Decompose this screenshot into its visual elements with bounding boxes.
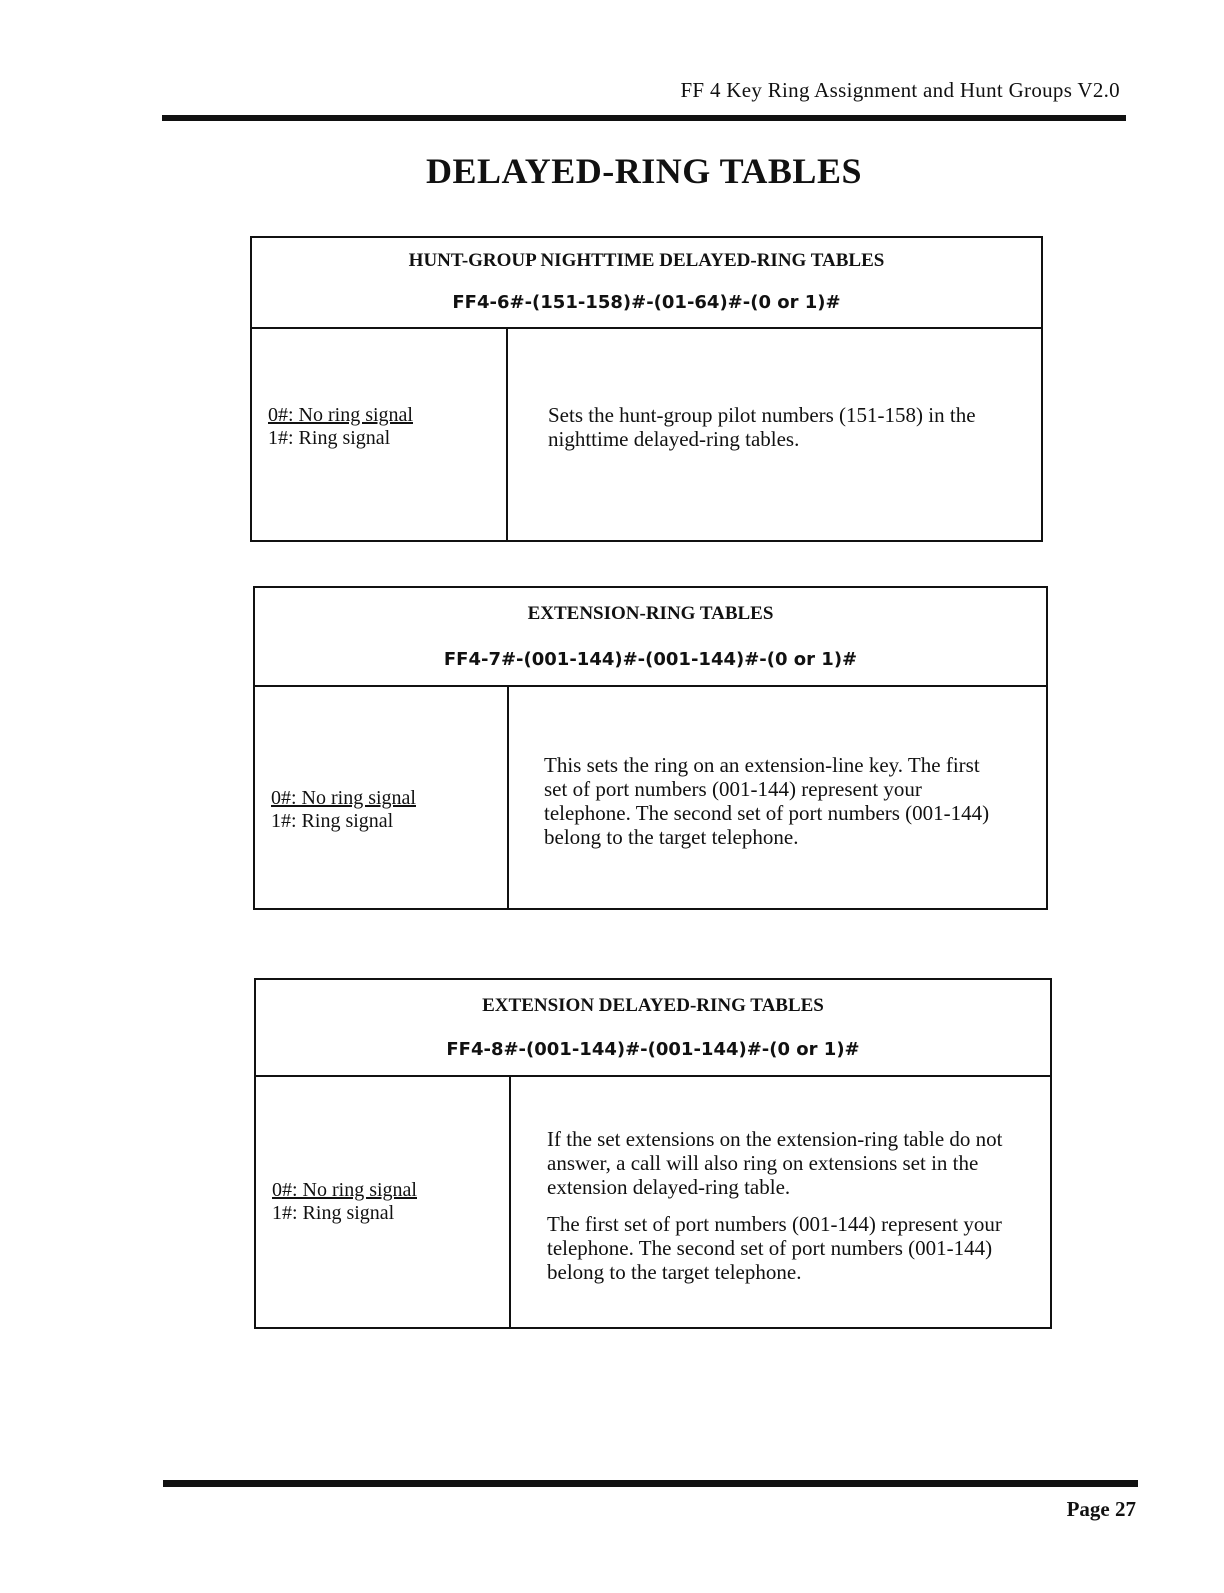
options-cell — [252, 329, 508, 540]
description-paragraph: If the set extensions on the extension-ring table do not answer, a call will also ring on extensions set in the extension delayed-ring table. — [547, 1127, 1003, 1199]
hunt-group-nighttime-table — [250, 236, 1043, 542]
table-name: EXTENSION DELAYED-RING TABLES — [482, 995, 824, 1016]
ring-options — [272, 1179, 417, 1225]
description-paragraph: Sets the hunt-group pilot numbers (151-158) in the nighttime delayed-ring tables. — [548, 403, 976, 451]
option-no-ring: 0#: No ring signal — [268, 404, 413, 426]
option-no-ring: 0#: No ring signal — [271, 787, 416, 809]
table-body — [255, 687, 1046, 908]
description-paragraph: The first set of port numbers (001-144) represent your telephone. The second set of port numbers (001-144) belong to the target telephone. — [547, 1212, 1002, 1284]
ring-options — [268, 404, 413, 450]
table-name: HUNT-GROUP NIGHTTIME DELAYED-RING TABLES — [408, 250, 885, 271]
description-cell — [544, 753, 994, 862]
ring-options — [271, 787, 416, 833]
option-ring: 1#: Ring signal — [268, 427, 391, 449]
table-code: FF4-6#-(151-158)#-(01-64)#-(0 or 1)# — [452, 292, 841, 313]
description-cell — [548, 403, 1018, 464]
table-code: FF4-7#-(001-144)#-(001-144)#-(0 or 1)# — [443, 649, 858, 670]
description-paragraph: This sets the ring on an extension-line key. The first set of port numbers (001-144) represent your telephone. The second set of port numbers (001-144) belong to the target telephone. — [544, 753, 990, 849]
running-header: FF 4 Key Ring Assignment and Hunt Groups V2.0 — [680, 78, 1120, 102]
footer-rule — [163, 1480, 1138, 1487]
option-ring: 1#: Ring signal — [272, 1202, 395, 1224]
page-title: DELAYED-RING TABLES — [426, 151, 862, 191]
option-no-ring: 0#: No ring signal — [272, 1179, 417, 1201]
extension-delayed-ring-table — [254, 978, 1052, 1329]
table-body — [252, 329, 1041, 540]
table-body — [256, 1077, 1050, 1327]
options-cell — [255, 687, 509, 908]
table-header — [256, 980, 1050, 1077]
options-cell — [256, 1077, 511, 1327]
extension-ring-table — [253, 586, 1048, 910]
table-code: FF4-8#-(001-144)#-(001-144)#-(0 or 1)# — [446, 1039, 860, 1060]
table-name: EXTENSION-RING TABLES — [527, 603, 774, 624]
description-cell — [547, 1127, 1039, 1297]
table-header — [255, 588, 1046, 687]
table-header — [252, 238, 1041, 329]
page-number: Page 27 — [1066, 1497, 1136, 1521]
header-rule — [162, 115, 1126, 121]
option-ring: 1#: Ring signal — [271, 810, 394, 832]
